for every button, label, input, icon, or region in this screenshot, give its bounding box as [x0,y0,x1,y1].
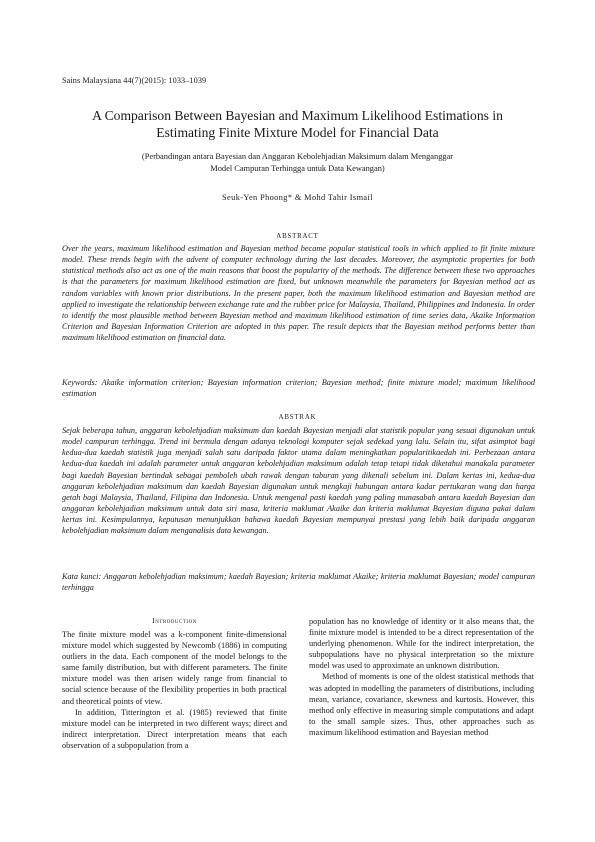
right-column [309,616,534,738]
title-line-2: Estimating Finite Mixture Model for Financial Data [156,124,439,140]
introduction-heading: Introduction [152,616,197,625]
left-paragraph-1: The finite mixture model was a k-component finite-dimensional mixture model which suggested by Newcomb (1886) in computing outliers in the data. Each component of the model belongs to the same family distribution, but with different parameters. The finite mixture model was then arisen widely range from financial to social science because of the flexibility properties in both practical and theoretical points of view. [62,630,287,706]
author-line: Seuk-Yen Phoong* & Mohd Tahir Ismail [222,193,373,202]
right-paragraph-2: Method of moments is one of the oldest statistical methods that was adopted in modelling the parameters of distributions, including mean, variance, covariance, skewness and kurtosis. However, this method only effective in measuring simple computations and adapt to the small sample sizes. Thus, other approaches such as maximum likelihood estimation and Bayesian method [309,672,534,737]
abstrak-heading: ABSTRAK [278,414,317,421]
left-column [62,629,287,751]
malay-title [60,151,535,174]
abstrak-body: Sejak beberapa tahun, anggaran kebolehjadian maksimum dan kaedah Bayesian menjadi alat statistik popular yang sesuai digunakan untuk model campuran terhingga. Trend ini bermula dengan adanya teknologi komputer sejak sedekad yang lalu. Selain itu, sifat asimptot bagi kedua-dua kaedah statistik juga menjadi salah satu daripada faktor utama dalam meningkatkan popularitikaedah ini. Perbezaan antara kedua-dua kaedah ini adalah parameter untuk anggaran kebolehjadian maksimum adalah tetap tetapi tidak diketahui manakala parameter bagi kaedah Bayesian bertindak sebagai pemboleh ubah rawak dengan taburan yang dikenali sebelum ini. Dalam kertas ini, kedua-dua anggaran kebolehjadian maksimum dan kaedah Bayesian digunakan untuk mengkaji hubungan antara kadar pertukaran wang dan harga getah bagi Malaysia, Thailand, Filipina dan Indonesia. Untuk mengenal pasti kaedah yang paling munasabah antara kaedah Bayesian dan anggaran kebolehjadian maksimum untuk data siri masa, kriteria maklumat Akaike dan kriteria maklumat Bayesian diguna pakai dalam kertas ini. Kesimpulannya, keputusan menunjukkan bahawa kaedah Bayesian mempunyai prestasi yang lebih baik daripada anggaran kebolehjadian maksimum dalam menganalisis data kewangan. [62,426,535,536]
title-line-1: A Comparison Between Bayesian and Maximum Likelihood Estimations in [92,108,503,123]
kata-kunci: Kata kunci: Anggaran kebolehjadian maksimum; kaedah Bayesian; kriteria maklumat Akaike; kriteria maklumat Bayesian; model campuran terhingga [62,572,535,593]
abstract-heading: ABSTRACT [276,233,319,240]
malay-title-line-2: Model Campuran Terhingga untuk Data Kewangan) [210,163,385,173]
keywords: Keywords: Akaike information criterion; Bayesian information criterion; Bayesian method; finite mixture model; maximum likelihood estimation [62,378,535,399]
malay-title-line-1: (Perbandingan antara Bayesian dan Anggaran Kebolehjadian Maksimum dalam Menganggar [141,152,454,161]
left-paragraph-2: In addition, Titterington et al. (1985) reviewed that finite mixture model can be interpreted in two different ways; direct and indirect interpretation. Direct interpretation means that each observation of a subpopulation from a [62,707,287,750]
abstract-body: Over the years, maximum likelihood estimation and Bayesian method became popular statistical tools in which applied to fit finite mixture model. These trends begin with the advent of computer technology during the last decades. Moreover, the asymptotic properties for both statistical methods also act as one of the main reasons that boost the popularity of the methods. The difference between these two approaches is that the parameters for maximum likelihood estimation are fixed, but unknown meanwhile the parameters for Bayesian method act as random variables with known prior distributions. In the present paper, both the maximum likelihood estimation and Bayesian method are applied to investigate the relationship between exchange rate and the rubber price for Malaysia, Thailand, Philippines and Indonesia. In order to identify the most plausible method between Bayesian method and maximum likelihood estimation of time series data, Akaike Information Criterion and Bayesian Information Criterion are adopted in this paper. The result depicts that the Bayesian method performs better than maximum likelihood estimation on financial data. [62,244,535,343]
right-paragraph-1: population has no knowledge of identity or it also means that, the finite mixture model is intended to be a direct representation of the underlying phenomenon. While for the indirect interpretation, the subpopulations have no physical interpretation so the mixture model was used to approximate an unknown distribution. [309,617,534,671]
article-title [40,108,555,141]
journal-citation: Sains Malaysiana 44(7)(2015): 1033–1039 [62,76,207,85]
